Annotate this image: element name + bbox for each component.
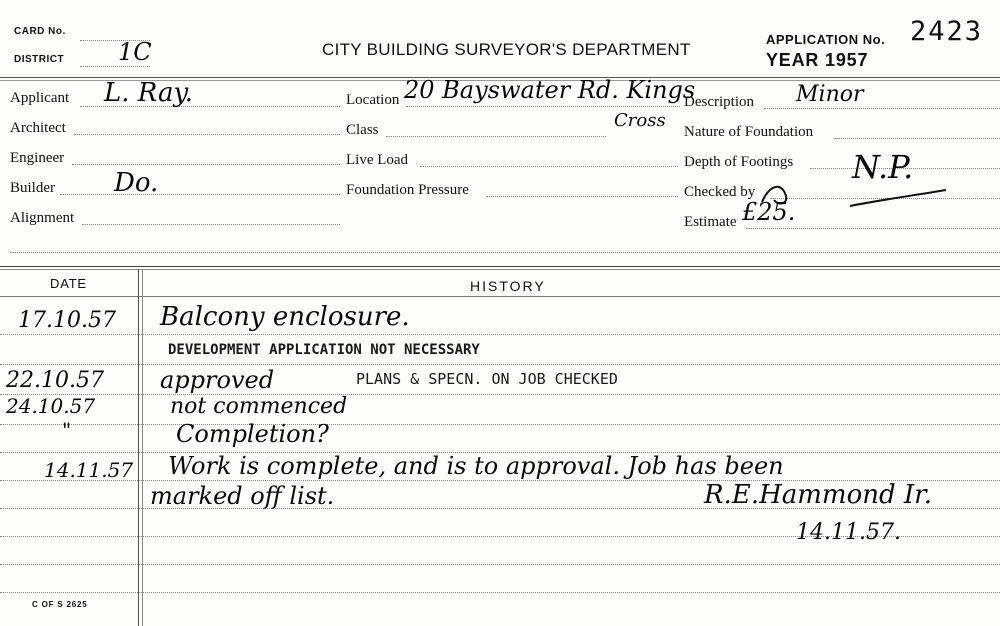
history-rule [0, 334, 1000, 335]
history-rule [0, 564, 1000, 565]
column-divider-2 [142, 269, 143, 626]
history-text: Balcony enclosure. [160, 302, 410, 332]
history-top-rule [0, 266, 1000, 267]
department-title: CITY BUILDING SURVEYOR'S DEPARTMENT [322, 40, 691, 59]
architect-rule [74, 134, 340, 135]
history-top-rule-2 [0, 269, 1000, 270]
history-text: not commenced [170, 394, 348, 419]
estimate-value: £25. [742, 198, 796, 226]
history-text: Work is complete, and is to approval. Job has been [168, 452, 784, 480]
header-bottom-rule [0, 296, 1000, 297]
foundation-pressure-rule [486, 196, 678, 197]
history-rule [0, 592, 1000, 593]
class-label: Class [346, 122, 379, 138]
history-signature: R.E.Hammond Ir. [704, 480, 932, 510]
builder-rule [60, 194, 340, 195]
depth-of-footings-value: N.P. [852, 148, 914, 186]
class-rule [386, 136, 606, 137]
architect-label: Architect [10, 120, 66, 136]
nature-of-foundation-rule [834, 138, 1000, 139]
application-number: 2423 [910, 16, 984, 47]
history-date: " [62, 418, 72, 442]
engineer-rule [72, 164, 340, 165]
estimate-rule [746, 228, 1000, 229]
alignment-rule [82, 224, 340, 225]
history-date: 24.10.57 [6, 394, 96, 418]
location-rule [406, 106, 680, 107]
estimate-label: Estimate [684, 214, 737, 230]
checked-by-label: Checked by [684, 184, 756, 200]
form-code: C OF S 2625 [32, 600, 88, 609]
applicant-label: Applicant [10, 90, 70, 106]
history-text: marked off list. [150, 482, 335, 510]
foundation-pressure-label: Foundation Pressure [346, 182, 469, 198]
location-label: Location [346, 92, 400, 108]
engineer-label: Engineer [10, 150, 65, 166]
district-rule [80, 66, 150, 67]
history-signature-date: 14.11.57. [796, 520, 901, 545]
history-text: approved [160, 366, 275, 394]
location-value-2: Cross [614, 110, 666, 131]
history-date: 14.11.57 [44, 458, 134, 482]
year-label: YEAR 1957 [766, 50, 869, 70]
alignment-label: Alignment [10, 210, 75, 226]
application-label: APPLICATION No. [766, 32, 886, 47]
history-rule [0, 394, 1000, 395]
history-date: 17.10.57 [18, 308, 116, 333]
column-divider [138, 269, 139, 626]
district-label: DISTRICT [14, 54, 65, 65]
history-text: Completion? [176, 420, 329, 448]
live-load-label: Live Load [346, 152, 409, 168]
depth-of-footings-label: Depth of Footings [684, 154, 794, 170]
description-value: Minor [796, 82, 864, 107]
description-label: Description [684, 94, 754, 110]
history-rule [0, 424, 1000, 425]
nature-of-foundation-label: Nature of Foundation [684, 124, 814, 140]
description-rule [764, 108, 1000, 109]
blank-rule [10, 252, 1000, 253]
live-load-rule [420, 166, 678, 167]
history-column-header: HISTORY [470, 278, 546, 294]
history-rule [0, 364, 1000, 365]
district-value: 1C [118, 38, 152, 66]
builder-label: Builder [10, 180, 55, 196]
card-no-label: CARD No. [14, 26, 66, 37]
history-stamp: DEVELOPMENT APPLICATION NOT NECESSARY [168, 342, 480, 358]
history-stamp: PLANS & SPECN. ON JOB CHECKED [356, 370, 618, 388]
builder-value: Do. [114, 168, 159, 198]
applicant-value: L. Ray. [104, 78, 193, 108]
date-column-header: DATE [50, 276, 87, 291]
location-value: 20 Bayswater Rd. Kings [404, 76, 696, 104]
history-date: 22.10.57 [6, 368, 104, 393]
